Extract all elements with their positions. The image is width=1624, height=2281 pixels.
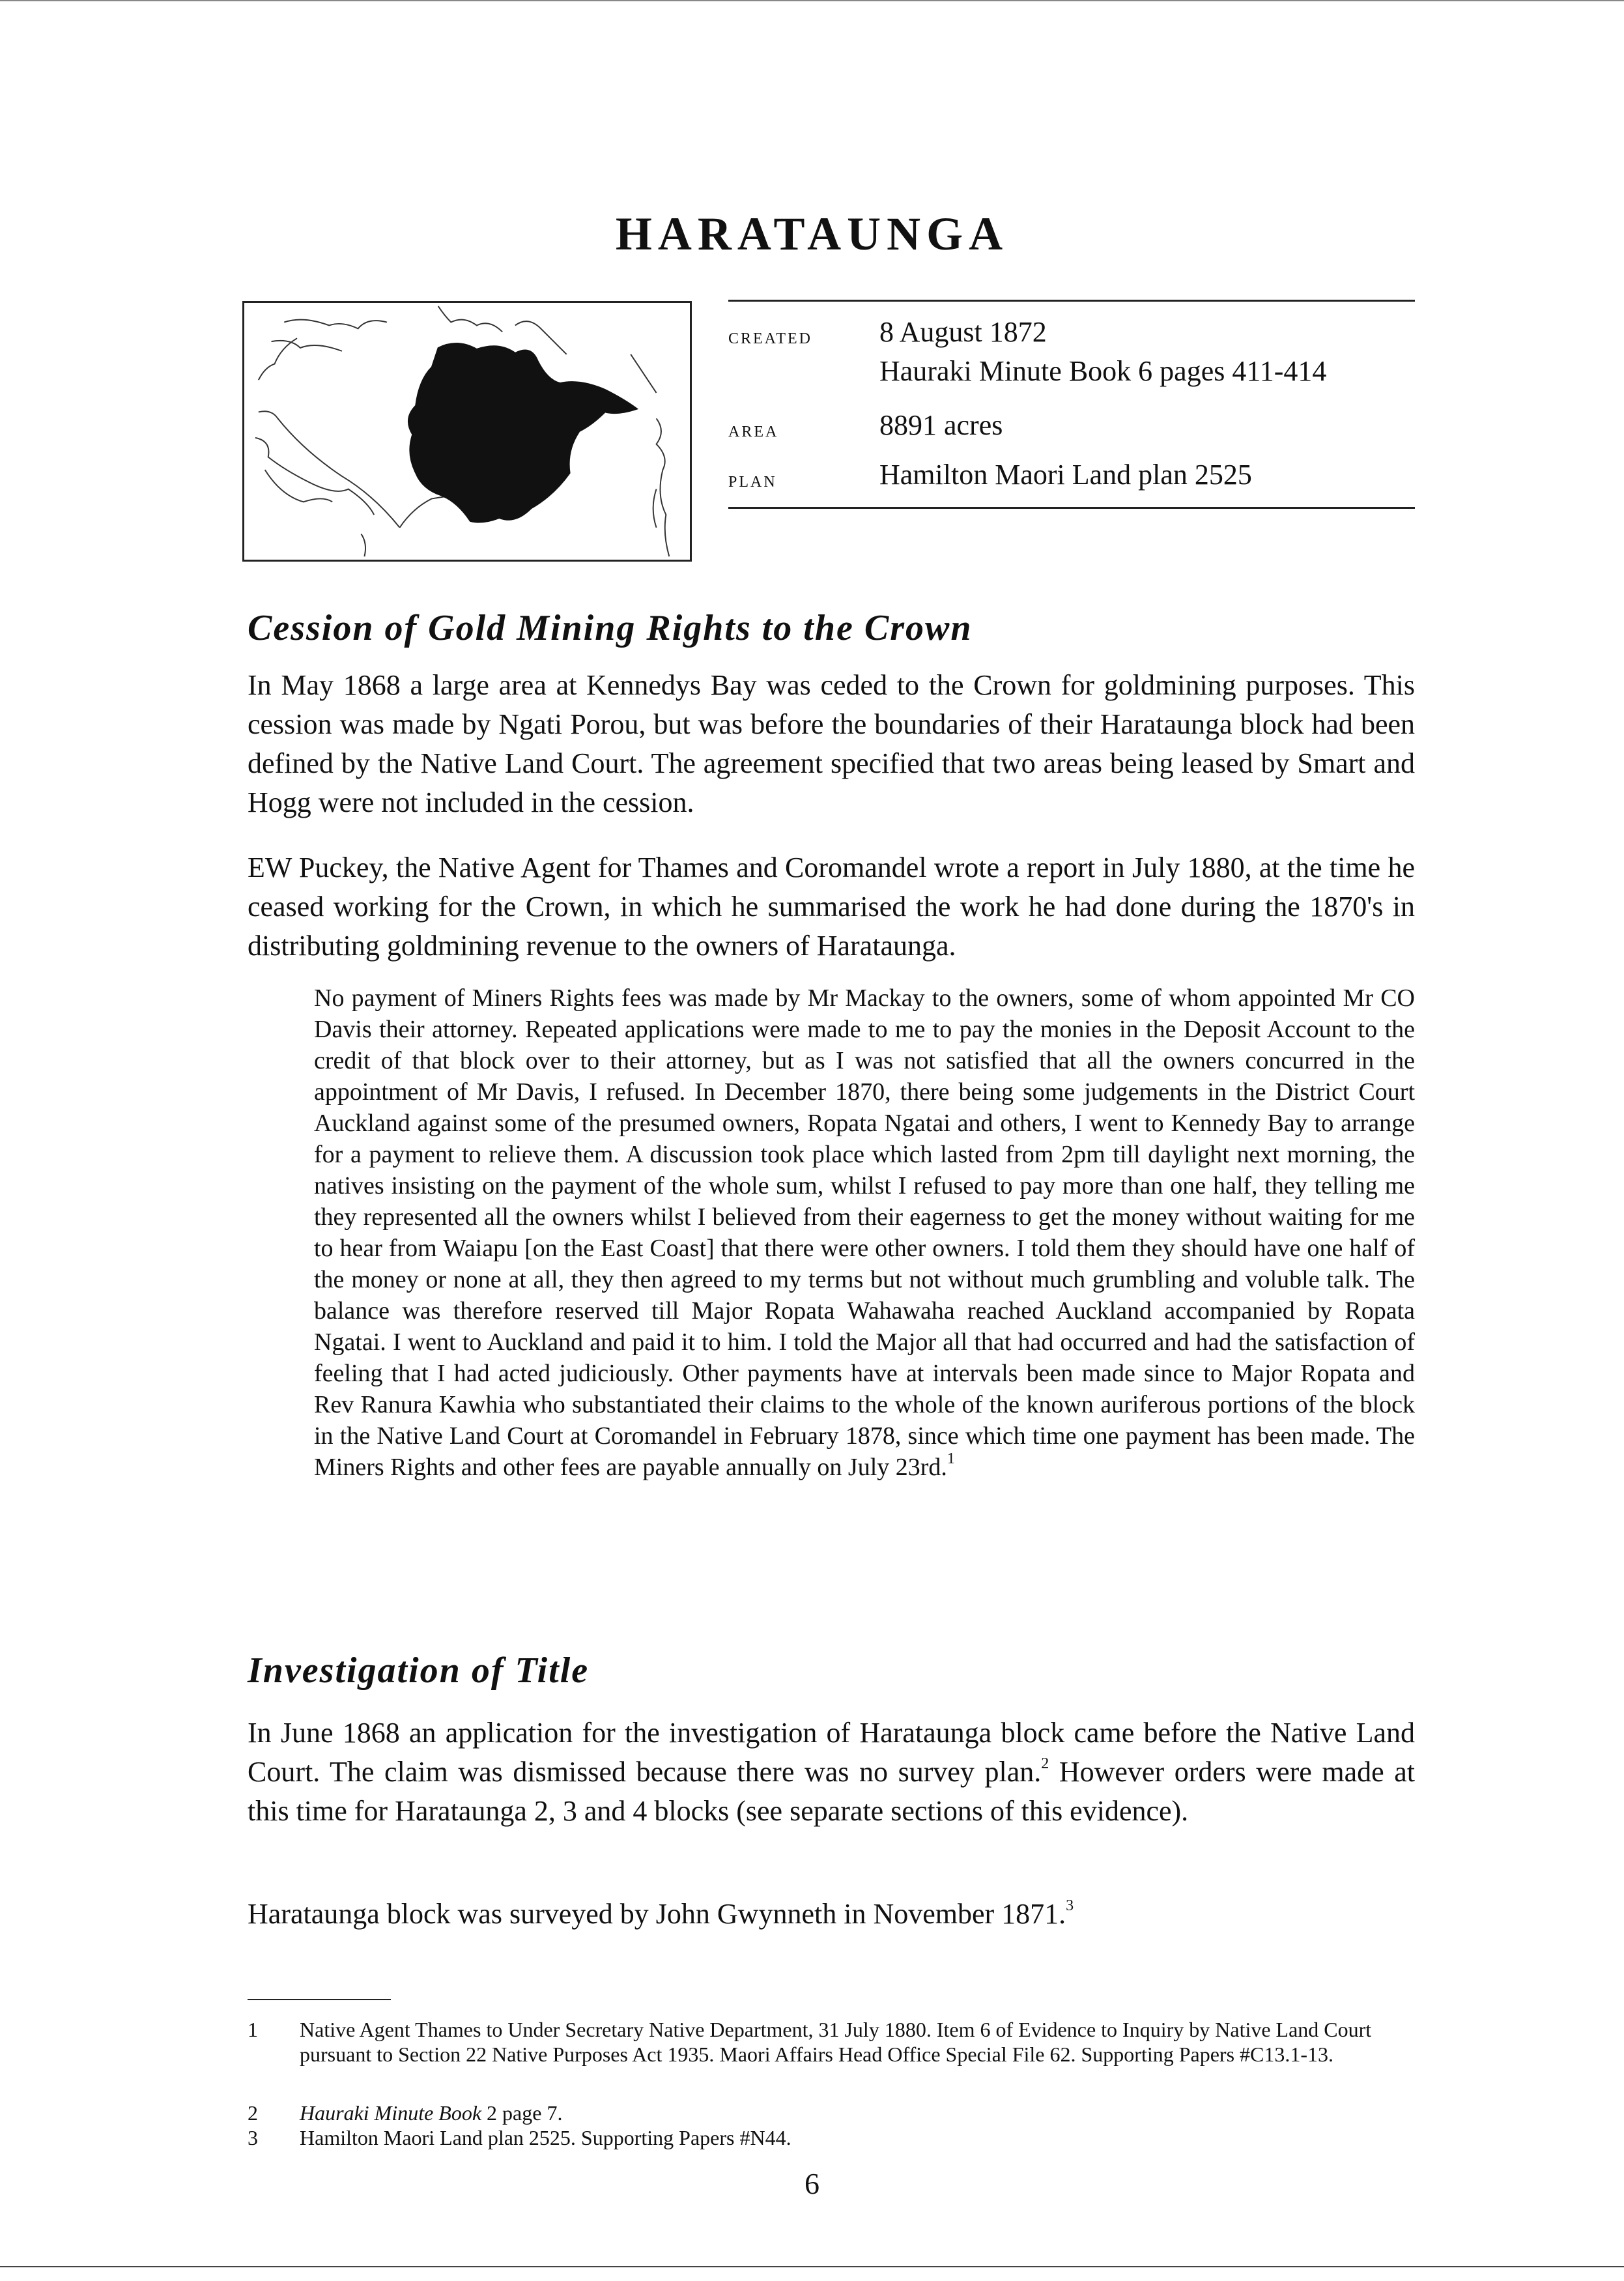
footnote-1	[248, 2017, 1420, 2095]
paragraph-cession-1: In May 1868 a large area at Kennedys Bay was ceded to the Crown for goldmining purposes. This cession was made by Ngati Porou, but was before the boundaries of their Harataunga block had been defined by the Native Land Court. The agreement specified that two areas being leased by Smart and Hogg were not included in the cession.	[248, 669, 1415, 818]
footnote-1-number: 1	[248, 2018, 258, 2041]
section-heading-cession: Cession of Gold Mining Rights to the Crown	[248, 608, 973, 648]
footnote-2-content	[300, 2101, 1414, 2125]
footnote-1-text: Native Agent Thames to Under Secretary Native Department, 31 July 1880. Item 6 of Evidence to Inquiry by Native Land Court pursuant to Section 22 Native Purposes Act 1935. Maori Affairs Head Office Special File 62. Supporting Papers #C13.1-13.	[300, 2018, 1372, 2066]
footnote-2-number: 2	[248, 2101, 258, 2125]
paragraph-investigation-1	[248, 1714, 1415, 1831]
created-reference: Hauraki Minute Book 6 pages 411-414	[879, 355, 1327, 387]
footnote-3-text: Hamilton Maori Land plan 2525. Supporting Papers #N44.	[300, 2126, 791, 2149]
info-table-bottom-rule	[728, 507, 1415, 509]
footnote-3-number: 3	[248, 2126, 258, 2149]
footnote-2-italic: Hauraki Minute Book	[300, 2101, 482, 2125]
area-label: area	[728, 418, 779, 442]
footnote-ref-2[interactable]: 2	[1041, 1755, 1049, 1773]
location-map-drawing	[244, 303, 690, 560]
footnote-2-text: 2 page 7.	[481, 2101, 563, 2125]
paragraph-investigation-1-part-b: However orders were made at this time for Harataunga 2, 3 and 4 blocks (see separate sections of this evidence).	[248, 1756, 1415, 1827]
page-title: HARATAUNGA	[615, 208, 1009, 260]
footnote-ref-1[interactable]: 1	[947, 1450, 955, 1468]
footnote-separator	[248, 1999, 391, 2000]
area-value: 8891 acres	[879, 409, 1003, 441]
bottom-edge-rule	[0, 2266, 1624, 2267]
paragraph-investigation-2-text: Harataunga block was surveyed by John Gwynneth in November 1871.	[248, 1898, 1066, 1930]
page-number: 6	[805, 2167, 819, 2200]
location-map	[242, 301, 692, 562]
footnote-ref-3[interactable]: 3	[1066, 1897, 1074, 1915]
footnote-3	[248, 2125, 1420, 2151]
paragraph-investigation-2	[248, 1895, 1415, 1934]
harataunga-block-shape	[408, 343, 637, 523]
paragraph-cession-2: EW Puckey, the Native Agent for Thames and Coromandel wrote a report in July 1880, at the time he ceased working for the Crown, in which he summarised the work he had done during the 1870's in distributing goldmining revenue to the owners of Harataunga.	[248, 852, 1415, 962]
section-heading-investigation: Investigation of Title	[248, 1650, 590, 1691]
footnote-2	[248, 2101, 1420, 2127]
block-quote-puckey	[314, 983, 1415, 1483]
created-label: created	[728, 324, 812, 349]
paragraph-investigation-1-part-a: In June 1868 an application for the investigation of Harataunga block came before the Native Land Court. The claim was dismissed because there was no survey plan.	[248, 1717, 1415, 1788]
top-edge-rule	[0, 0, 1624, 1]
created-date: 8 August 1872	[879, 316, 1047, 348]
block-quote-text: No payment of Miners Rights fees was made by Mr Mackay to the owners, some of whom appointed Mr CO Davis their attorney. Repeated applications were made to me to pay the monies in the Deposit Account to the credit of that block over to their attorney, but as I was not satisfied that all the owners concurred in the appointment of Mr Davis, I refused. In December 1870, there being some judgements in the District Court Auckland against some of the presumed owners, Ropata Ngatai and others, I went to Kennedy Bay to arrange for a payment to relieve them. A discussion took place which lasted from 2pm till daylight next morning, the natives insisting on the payment of the whole sum, whilst I refused to pay more than one half, they telling me they represented all the owners whilst I believed from their eagerness to get the money without waiting for me to hear from Waiapu [on the East Coast] that there were other owners. I told them they should have one half of the money or none at all, they then agreed to my terms but not without much grumbling and voluble talk. The balance was therefore reserved till Major Ropata Wahawaha reached Auckland accompanied by Ropata Ngatai. I went to Auckland and paid it to him. I told the Major all that had occurred and had the satisfaction of feeling that I had acted judiciously. Other payments have at intervals been made since to Major Ropata and Rev Ranura Kawhia who substantiated their claims to the whole of the known auriferous portions of the block in the Native Land Court at Coromandel in February 1878, since which time one payment has been made. The Miners Rights and other fees are payable annually on July 23rd.	[314, 984, 1415, 1481]
info-table-top-rule	[728, 300, 1415, 302]
plan-label: plan	[728, 468, 777, 492]
plan-value: Hamilton Maori Land plan 2525	[879, 459, 1252, 491]
